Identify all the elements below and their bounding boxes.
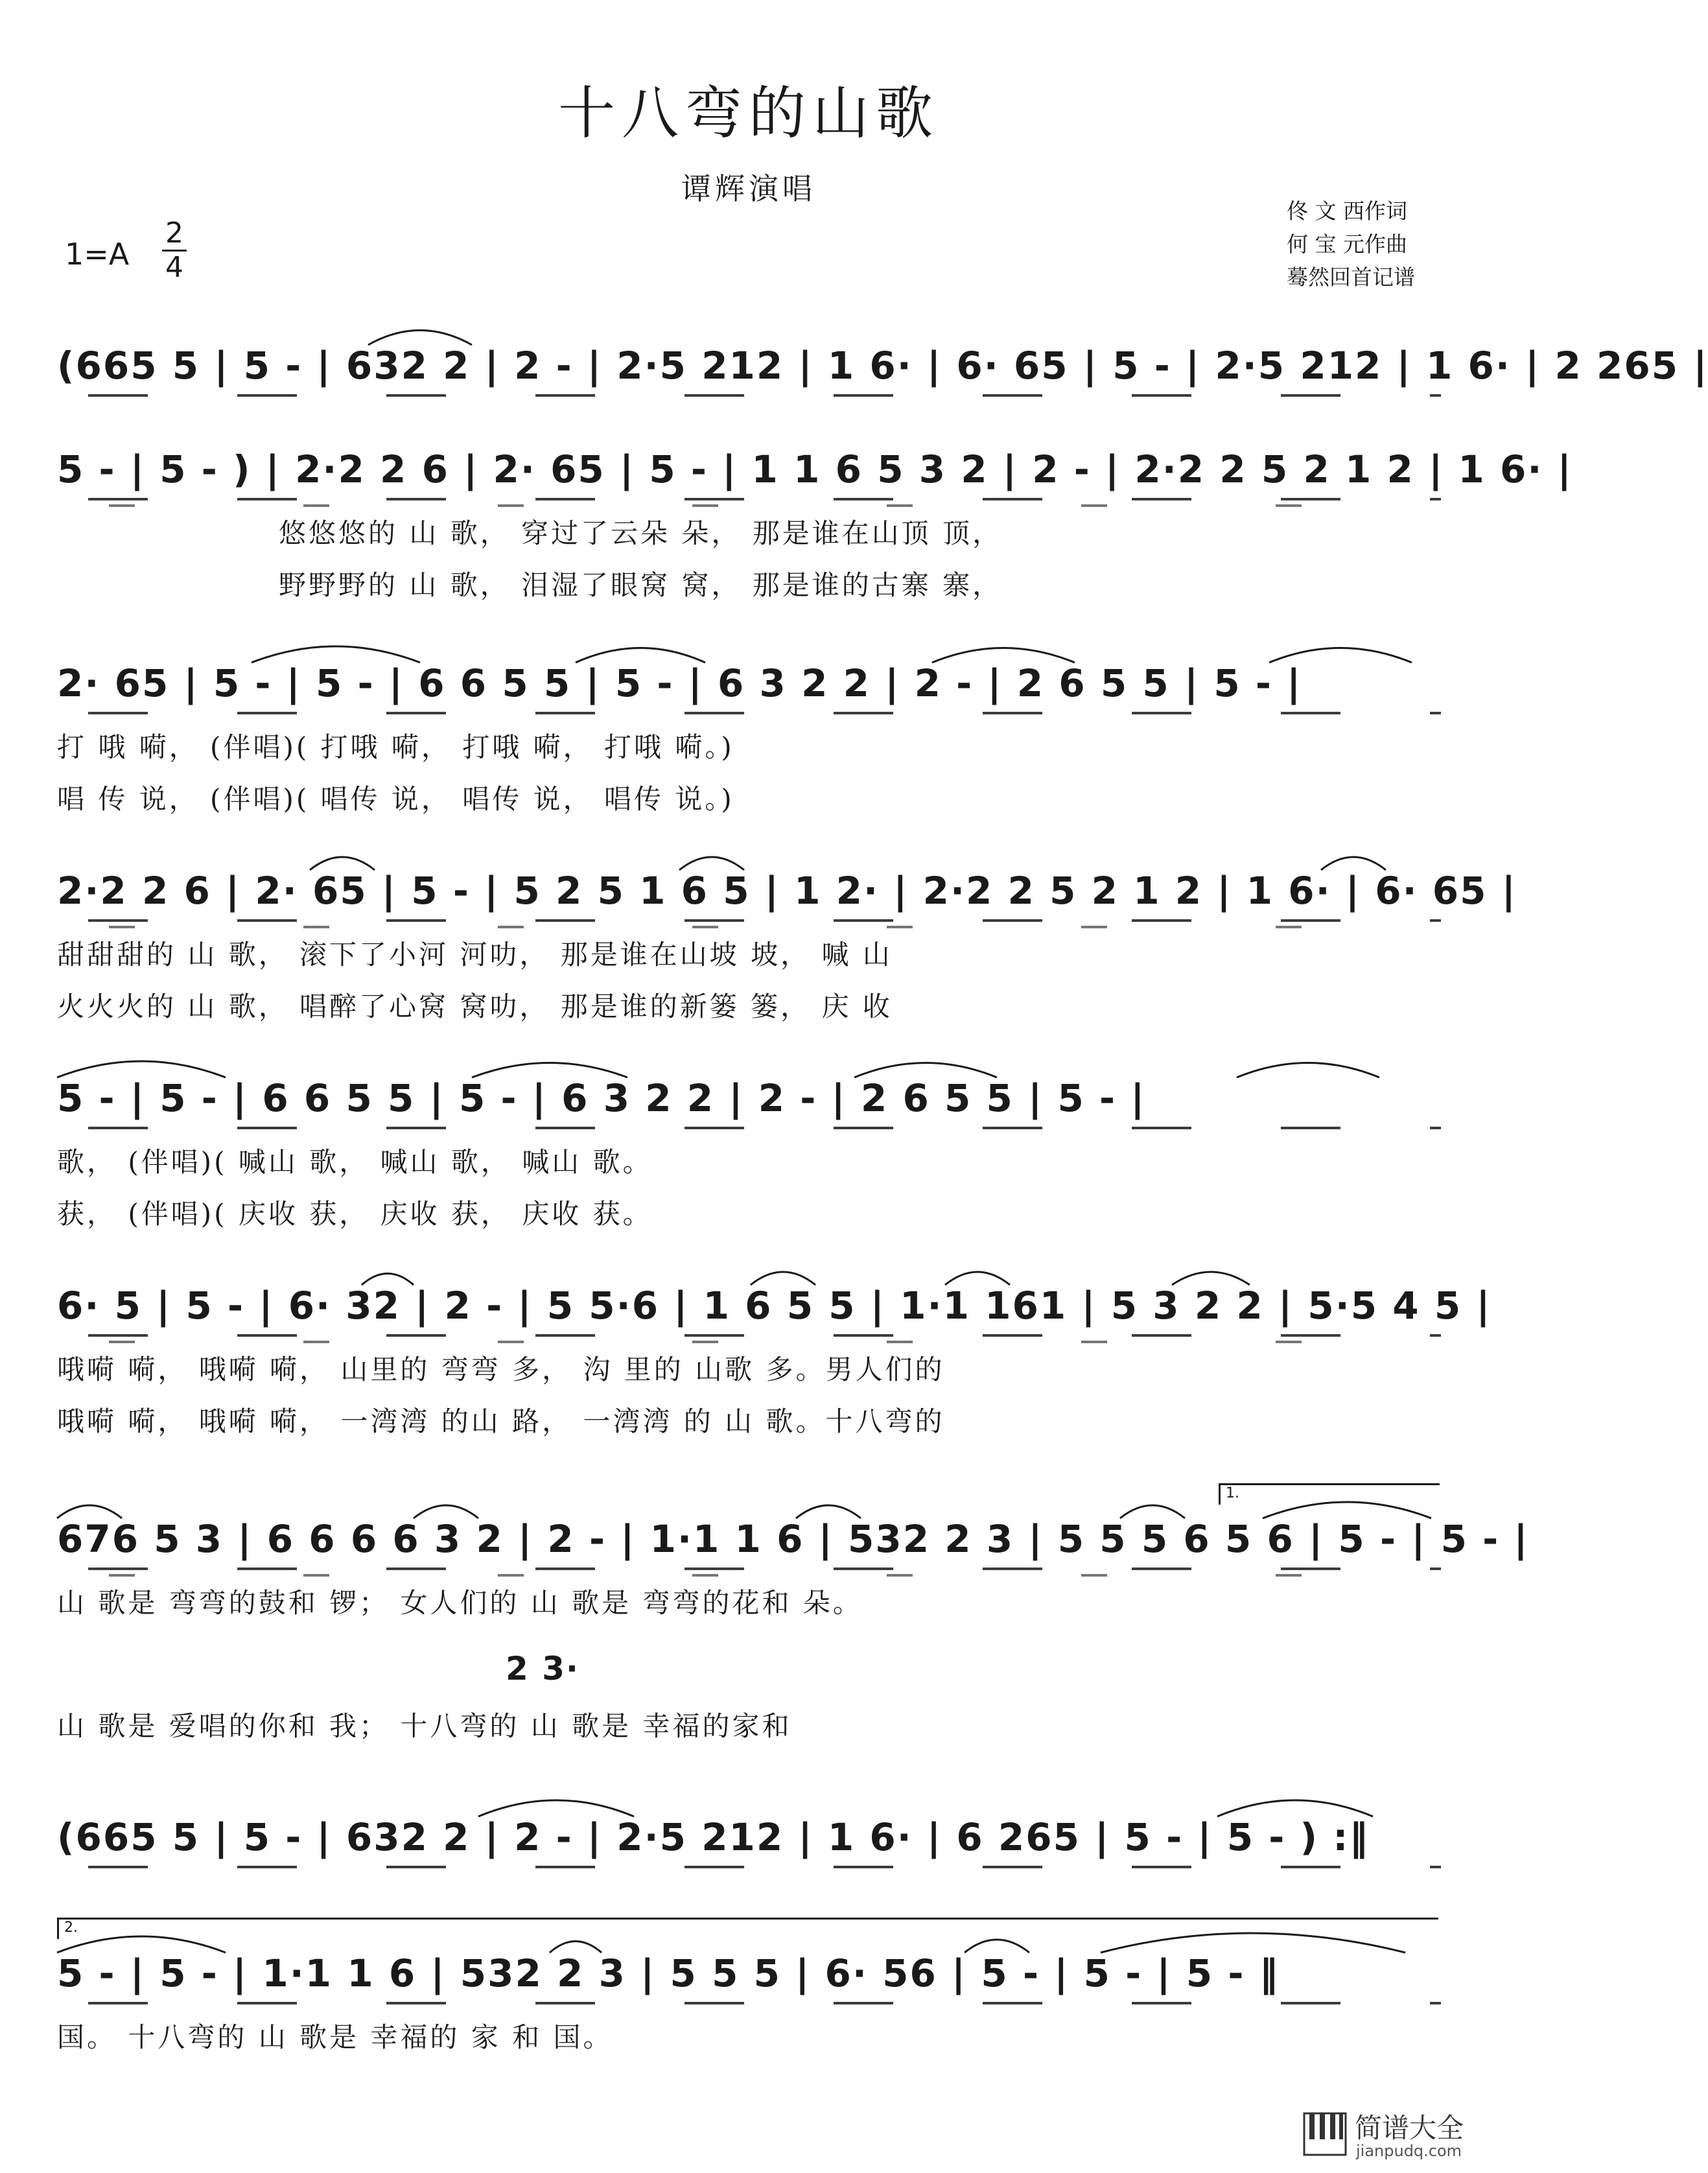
brand-url: jianpudq.com: [1356, 2142, 1462, 2160]
notes: (665 5 | 5 - | 632 2 | 2 - | 2·5 212 | 1 6· | 6 265 | 5 - | 5 - ) :‖: [57, 1815, 1370, 1859]
lyric-verse-1: 哦嗬 嗬， 哦嗬 嗬， 山里的 弯弯 多， 沟 里的 山歌 多。男人们的: [57, 1354, 945, 1385]
score-system-9: [57, 1951, 1441, 2010]
composer: 何 宝 元作曲: [1287, 231, 1407, 257]
time-signature: [162, 217, 187, 284]
song-title: 十八弯的山歌: [557, 80, 939, 147]
credits: [1287, 194, 1415, 294]
lyricist: 佟 文 西作词: [1287, 198, 1407, 224]
volta-first-ending: 1.: [1219, 1483, 1440, 1505]
piano-keys-icon: [1303, 2112, 1347, 2156]
score-system-6: [57, 1284, 1492, 1342]
transcriber: 蓦然回首记谱: [1287, 264, 1415, 290]
score-system-4: [57, 869, 1517, 927]
notes: (665 5 | 5 - | 632 2 | 2 - | 2·5 212 | 1 6· | 6· 65 | 5 - | 2·5 212 | 1 6· | 2 265 |: [57, 344, 1708, 388]
notes: 6· 5 | 5 - | 6· 32 | 2 - | 5 5·6 | 1 6 5 5 | 1·1 161 | 5 3 2 2 | 5·5 4 5 |: [57, 1284, 1492, 1328]
alternate-notes: 2 3·: [506, 1650, 579, 1687]
lyric-verse-1: 甜甜甜的 山 歌， 滚下了小河 河叻， 那是谁在山坡 坡， 喊 山: [57, 939, 893, 970]
score-system-8: [57, 1815, 1441, 1873]
time-top: 2: [165, 217, 183, 250]
lyric-verse-2: 火火火的 山 歌， 唱醉了心窝 窝叻， 那是谁的新篓 篓， 庆 收: [57, 991, 893, 1022]
lyric-verse-2: 山 歌是 爱唱的你和 我； 十八弯的 山 歌是 幸福的家和: [57, 1710, 792, 1742]
lyric-verse-1: 山 歌是 弯弯的鼓和 锣； 女人们的 山 歌是 弯弯的花和 朵。: [57, 1587, 863, 1619]
lyric-verse-2: 获， (伴唱)( 庆收 获， 庆收 获， 庆收 获。: [57, 1198, 653, 1230]
score-system-7: [57, 1517, 1529, 1575]
score-system-5: [57, 1076, 1441, 1134]
notes: 5 - | 5 - | 6 6 5 5 | 5 - | 6 3 2 2 | 2 - | 2 6 5 5 | 5 - |: [57, 1076, 1146, 1120]
score-system-3: [57, 661, 1441, 720]
volta-second-ending: 2.: [57, 1918, 1438, 1939]
lyric-verse-2: 野野野的 山 歌， 泪湿了眼窝 窝， 那是谁的古寨 寨，: [279, 569, 1003, 601]
lyric-verse-2: 哦嗬 嗬， 哦嗬 嗬， 一湾湾 的山 路， 一湾湾 的 山 歌。十八弯的: [57, 1405, 945, 1437]
notes: 676 5 3 | 6 6 6 6 3 2 | 2 - | 1·1 1 6 | 532 2 3 | 5 5 5 6 5 6 | 5 - | 5 - |: [57, 1517, 1529, 1561]
score-system-1: [57, 344, 1708, 402]
score-system-2: [57, 447, 1573, 506]
notes: 5 - | 5 - | 1·1 1 6 | 532 2 3 | 5 5 5 | 6· 56 | 5 - | 5 - | 5 - ‖: [57, 1951, 1280, 1995]
notes: 2· 65 | 5 - | 5 - | 6 6 5 5 | 5 - | 6 3 2 2 | 2 - | 2 6 5 5 | 5 - |: [57, 661, 1302, 705]
site-watermark: [1303, 2107, 1478, 2165]
lyric-verse-1: 打 哦 嗬， (伴唱)( 打哦 嗬， 打哦 嗬， 打哦 嗬。): [57, 731, 734, 763]
notes: 5 - | 5 - ) | 2·2 2 6 | 2· 65 | 5 - | 1 1 6 5 3 2 | 2 - | 2·2 2 5 2 1 2 | 1 6· |: [57, 447, 1573, 491]
key-signature: 1=A: [65, 237, 130, 272]
lyric-verse-1: 国。 十八弯的 山 歌是 幸福的 家 和 国。: [57, 2021, 613, 2053]
lyric-verse-1: 歌， (伴唱)( 喊山 歌， 喊山 歌， 喊山 歌。: [57, 1146, 653, 1178]
performer: 谭辉演唱: [681, 171, 816, 206]
brand-name: 简谱大全: [1355, 2112, 1464, 2144]
lyric-verse-1: 悠悠悠的 山 歌， 穿过了云朵 朵， 那是谁在山顶 顶，: [279, 517, 1003, 549]
notes: 2·2 2 6 | 2· 65 | 5 - | 5 2 5 1 6 5 | 1 2· | 2·2 2 5 2 1 2 | 1 6· | 6· 65 |: [57, 869, 1517, 913]
lyric-verse-2: 唱 传 说， (伴唱)( 唱传 说， 唱传 说， 唱传 说。): [57, 783, 734, 815]
time-bottom: 4: [165, 251, 183, 284]
